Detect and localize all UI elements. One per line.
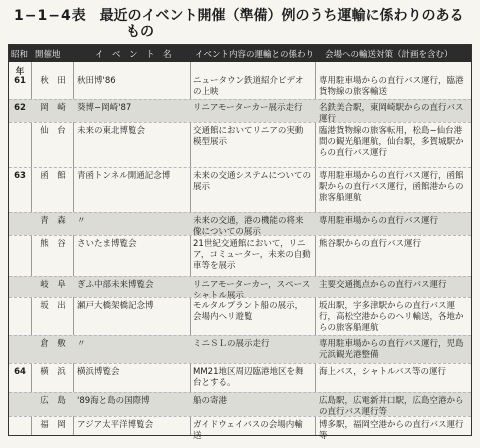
- header-era: 昭和: [11, 50, 29, 60]
- table-row: [9, 167, 471, 212]
- header-name: イ ベ ン ト 名: [95, 50, 172, 60]
- place-cell: 横 浜: [40, 367, 66, 377]
- event-name-cell: 横浜博覧会: [77, 367, 120, 377]
- access-cell: 専用駐車場からの直行バス運行，臨港貨物線の旅客輸送: [319, 76, 464, 97]
- event-name-cell: '89海と島の国際博: [77, 396, 150, 406]
- place-cell: 坂 出: [40, 301, 66, 311]
- content-cell: モルタルプラント船の展示，会場内へリ遊覧: [193, 301, 304, 322]
- event-name-cell: 青函トンネル開通記念博: [77, 171, 171, 181]
- table-row: [9, 335, 471, 363]
- era-cell: 62: [14, 103, 26, 113]
- content-cell: ガイドウェイバスの会場内輸送: [193, 420, 303, 441]
- content-cell: MM21地区周辺臨港地区を舞台とする。: [193, 367, 304, 388]
- event-name-cell: アジア太平洋博覧会: [77, 420, 154, 430]
- table-row: [9, 212, 471, 235]
- table-row: [9, 276, 471, 301]
- place-cell: 函 館: [40, 171, 66, 181]
- event-name-cell: 〃: [77, 339, 86, 349]
- content-cell: 船の寄港: [193, 396, 228, 406]
- table-row: [9, 297, 471, 335]
- event-name-cell: 〃: [77, 216, 86, 226]
- access-cell: 専用駐車場からの直行バス運行: [319, 216, 439, 226]
- header-place: 開催地: [35, 50, 61, 60]
- events-table: [8, 44, 472, 441]
- title-line-2: もの: [126, 24, 154, 40]
- place-cell: 岐 阜: [40, 280, 66, 290]
- table-row: [9, 392, 471, 416]
- table-header: [9, 45, 471, 62]
- event-name-cell: さいたま博覧会: [77, 239, 137, 249]
- access-cell: 坂出駅，宇多津駅からの直行バス運行，高松空港からのヘリ輸送，各地からの旅客船運航: [319, 301, 464, 333]
- access-cell: 広島駅，広電新井口駅，広島空港からの直行バス運行等: [319, 396, 464, 417]
- content-cell: 未来の交通，港の機能の将来像についての展示: [193, 216, 304, 237]
- table-row: [9, 363, 471, 392]
- place-cell: 岡 崎: [40, 103, 66, 113]
- content-cell: 未来の交通システムについての展示: [193, 171, 311, 192]
- place-cell: 広 島: [40, 396, 66, 406]
- content-cell: リニアモーターカー，スペースシャトル展示: [193, 280, 311, 301]
- table-row: [9, 122, 471, 167]
- place-cell: 熊 谷: [40, 239, 66, 249]
- event-name-cell: ぎふ中部未来博覧会: [77, 280, 154, 290]
- access-cell: 海上バス，シャトルバス等の運行: [319, 367, 446, 377]
- place-cell: 福 岡: [40, 420, 66, 430]
- content-cell: 21世紀交通館において，リニア，コミューター，未来の自動車等を展示: [193, 239, 311, 271]
- title-line-1: 最近のイベント開催（準備）例のうち運輸に係わりのある: [99, 8, 464, 24]
- table-row: [9, 99, 471, 122]
- access-cell: 博多駅，福岡空港からの直行バス運行等: [319, 420, 464, 441]
- access-cell: 臨港貨物線の旅客転用，松島−仙台港間の観光船運航，仙台駅，多賀城駅からの直行バス運行: [319, 126, 464, 158]
- event-name-cell: 葵博−岡崎'87: [77, 103, 132, 113]
- content-cell: 交通館においてリニアの実動模型展示: [193, 126, 304, 147]
- content-cell: ニュータウン鉄道紹介ビデオの上映: [193, 76, 304, 97]
- access-cell: 名鉄美合駅，東岡崎駅からの直行バス運行: [319, 103, 464, 124]
- header-content: イベント内容の運輸との係わり: [195, 50, 315, 60]
- table-title: [14, 8, 474, 40]
- access-cell: 主要交通拠点からの直行バス運行: [319, 280, 447, 290]
- access-cell: 専用駐車場からの直行バス運行，函館駅からの直行バス運行，函館港からの旅客船運航: [319, 171, 464, 203]
- era-cell: 64: [14, 367, 26, 377]
- header-access: 会場への輸送対策（計画を含む）: [325, 50, 453, 60]
- content-cell: ミニＳＬの展示走行: [193, 339, 270, 349]
- event-name-cell: 瀬戸大橋架橋記念博: [77, 301, 154, 311]
- place-cell: 青 森: [40, 216, 66, 226]
- table-row: [9, 73, 471, 99]
- content-cell: リニアモーターカー展示走行: [193, 103, 303, 113]
- table-row: [9, 235, 471, 276]
- event-name-cell: 未来の東北博覧会: [77, 126, 146, 136]
- table-number: 1−1−4表: [14, 8, 87, 24]
- event-name-cell: 秋田博'86: [77, 76, 116, 86]
- era-cell: 61: [14, 76, 26, 86]
- table-row: [9, 416, 471, 441]
- year-label: 年: [15, 67, 25, 77]
- place-cell: 倉 敷: [40, 339, 66, 349]
- access-cell: 熊谷駅からの直行バス運行: [319, 239, 422, 249]
- place-cell: 秋 田: [40, 76, 66, 86]
- place-cell: 仙 台: [40, 126, 66, 136]
- access-cell: 専用駐車場からの直行バス運行，児島元浜観光港整備: [319, 339, 464, 360]
- era-cell: 63: [14, 171, 26, 181]
